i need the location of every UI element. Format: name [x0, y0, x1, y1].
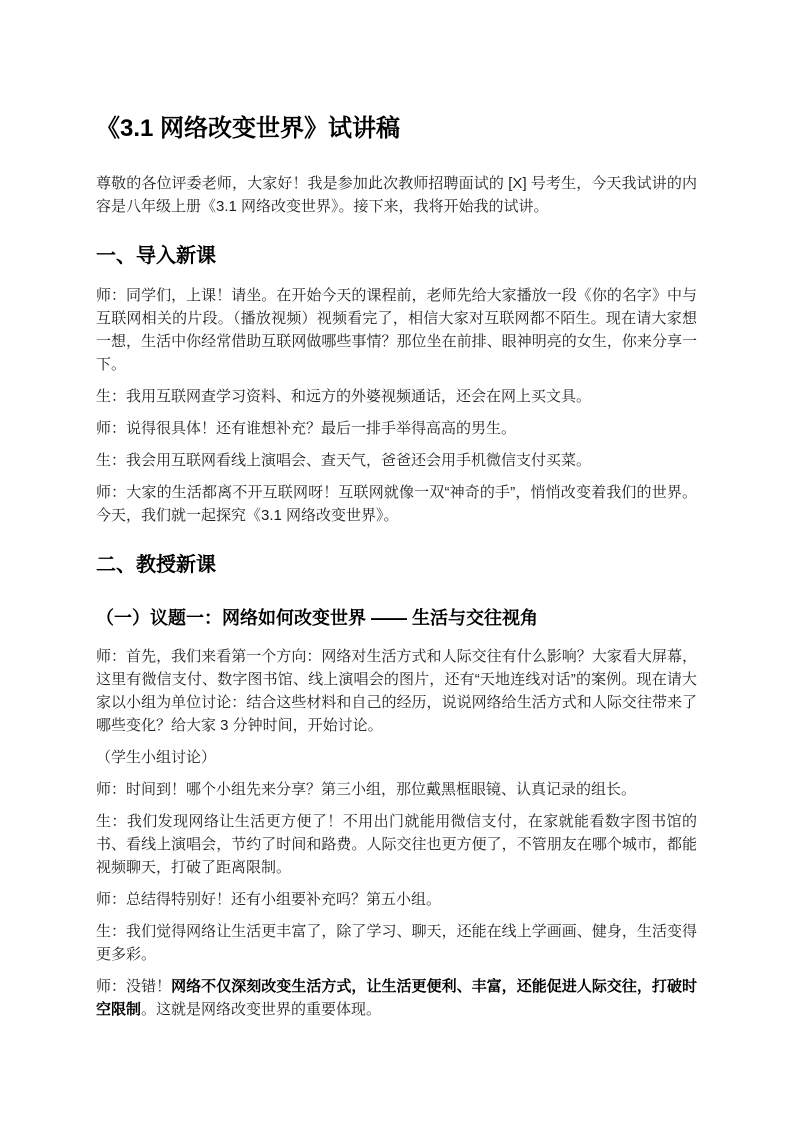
topic-1-heading: （一）议题一：网络如何改变世界 —— 生活与交往视角	[96, 608, 538, 628]
section-1-heading: 一、导入新课	[96, 245, 216, 267]
student-response-1: 生：我用互联网查学习资料、和远方的外婆视频通话，还会在网上买文具。	[96, 388, 592, 405]
teacher-summary-key-point: 网络不仅深刻改变生活方式，让生活更便利、丰富，还能促进人际交往，打破时空限制	[96, 978, 697, 1018]
teacher-summary-line	[96, 975, 697, 1021]
teacher-summary-prefix: 师：没错！	[96, 978, 172, 995]
stage-direction-group-discussion: （学生小组讨论）	[96, 749, 217, 766]
teacher-praise-line: 师：总结得特别好！还有小组要补充吗？第五小组。	[96, 891, 442, 908]
teacher-time-up-line: 师：时间到！哪个小组先来分享？第三小组，那位戴黑框眼镜、认真记录的组长。	[96, 781, 637, 798]
student-response-2: 生：我会用互联网看线上演唱会、查天气，爸爸还会用手机微信支付买菜。	[96, 452, 592, 469]
student-group-5-answer: 生：我们觉得网络让生活更丰富了，除了学习、聊天，还能在线上学画画、健身，生活变得更多彩。	[96, 923, 697, 963]
teacher-discussion-prompt: 师：首先，我们来看第一个方向：网络对生活方式和人际交往有什么影响？大家看大屏幕，这里有微信支付、数字图书馆、线上演唱会的图片，还有“天地连线对话”的案例。现在请大家以小组为单位讨论：结合这些材料和自己的经历，说说网络给生活方式和人际交往带来了哪些变化？给大家 3 分钟时间，开始讨论。	[96, 648, 697, 734]
teacher-opening-line: 师：同学们，上课！请坐。在开始今天的课程前，老师先给大家播放一段《你的名字》中与互联网相关的片段。（播放视频）视频看完了，相信大家对互联网都不陌生。现在请大家想一想，生活中你经常借助互联网做哪些事情？那位坐在前排、眼神明亮的女生，你来分享一下。	[96, 287, 697, 373]
teacher-summary-suffix: 。这就是网络改变世界的重要体现。	[141, 1001, 382, 1018]
section-2-heading: 二、教授新课	[96, 554, 216, 576]
teacher-transition-line: 师：大家的生活都离不开互联网呀！互联网就像一双“神奇的手”，悄悄改变着我们的世界。今天，我们就一起探究《3.1 网络改变世界》。	[96, 484, 697, 524]
intro-paragraph: 尊敬的各位评委老师，大家好！我是参加此次教师招聘面试的 [X] 号考生，今天我试讲的内容是八年级上册《3.1 网络改变世界》。接下来，我将开始我的试讲。	[96, 175, 697, 215]
teacher-followup-line: 师：说得很具体！还有谁想补充？最后一排手举得高高的男生。	[96, 420, 517, 437]
student-group-3-answer: 生：我们发现网络让生活更方便了！不用出门就能用微信支付，在家就能看数字图书馆的书、看线上演唱会，节约了时间和路费。人际交往也更方便了，不管朋友在哪个城市，都能视频聊天，打破了距离限制。	[96, 813, 697, 876]
document-title: 《3.1 网络改变世界》试讲稿	[96, 115, 401, 142]
